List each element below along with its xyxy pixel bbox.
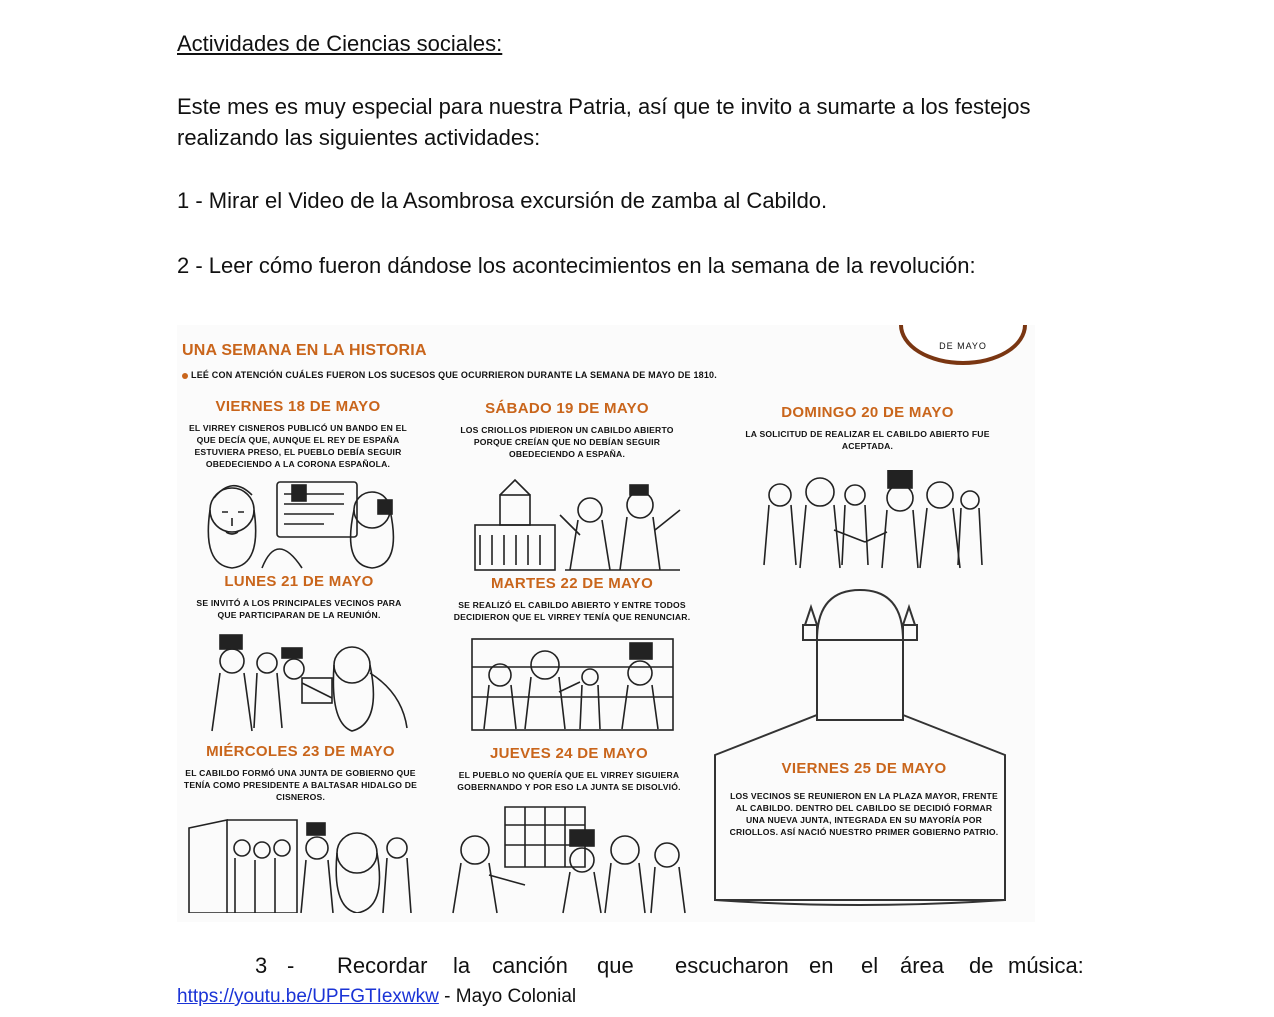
- day-title: MARTES 22 DE MAYO: [490, 575, 654, 592]
- instruction-bold: LEÉ: [191, 370, 210, 380]
- step-2-text: 2 - Leer cómo fueron dándose los acontecimientos en la semana de la revolución:: [177, 253, 976, 278]
- day-miercoles-23: [183, 743, 418, 803]
- step-3-dash: -: [287, 953, 295, 978]
- step-1-text: 1 - Mirar el Video de la Asombrosa excursión de zamba al Cabildo.: [177, 188, 828, 213]
- step-3-word-6: en: [809, 953, 834, 978]
- day-text: EL VIRREY CISNEROS PUBLICÓ UN BANDO EN EL QUE DECÍA QUE, AUNQUE EL REY DE ESPAÑA ESTUVIERA PRESO, EL PUEBLO DEBÍA SEGUIR OBEDECIENDO A LA CORONA ESPAÑOLA.: [189, 423, 407, 469]
- day-martes-22: [452, 575, 692, 623]
- step-3-word-1: Recordar: [337, 953, 428, 978]
- step-3-number: 3: [255, 953, 268, 978]
- step-3-word-4: que: [597, 953, 634, 978]
- step-3-word-8: área: [900, 953, 945, 978]
- step-3-word-2: la: [453, 953, 471, 978]
- invitation-illustration: [202, 633, 417, 733]
- day-text: SE INVITÓ A LOS PRINCIPALES VECINOS PARA QUE PARTICIPARAN DE LA REUNIÓN.: [196, 598, 402, 620]
- day-text: LOS VECINOS SE REUNIERON EN LA PLAZA MAYOR, FRENTE AL CABILDO. DENTRO DEL CABILDO SE DECIDIÓ FORMAR UNA NUEVA JUNTA, INTEGRADA EN SU MAYORÍA POR CRIOLLOS. ASÍ NACIÓ NUESTRO PRIMER GOBIERNO PATRIO.: [729, 791, 999, 837]
- may-badge: [899, 325, 1027, 365]
- intro-line-2: realizando las siguientes actividades:: [177, 125, 541, 150]
- cabildo-building-outline: [705, 585, 1020, 920]
- intro-line-1: Este mes es muy especial para nuestra Patria, así que te invito a sumarte a los festejos: [177, 94, 1031, 119]
- step-3-word-9: de: [969, 953, 994, 978]
- day-title: LUNES 21 DE MAYO: [224, 573, 374, 590]
- step-3-word-10: música:: [1008, 953, 1084, 978]
- viceroy-bando-illustration: [192, 470, 417, 570]
- day-title: JUEVES 24 DE MAYO: [490, 745, 648, 762]
- worksheet-title: UNA SEMANA EN LA HISTORIA: [182, 342, 427, 359]
- day-viernes-18: [182, 398, 414, 470]
- page-heading: Actividades de Ciencias sociales:: [177, 31, 503, 56]
- step-3-word-5: escucharon: [675, 953, 789, 978]
- song-link-row: [177, 985, 576, 1009]
- day-text: LOS CRIOLLOS PIDIERON UN CABILDO ABIERTO PORQUE CREÍAN QUE NO DEBÍAN SEGUIR OBEDECIENDO A ESPAÑA.: [460, 425, 674, 459]
- day-title: DOMINGO 20 DE MAYO: [781, 404, 954, 421]
- step-3-word-3: canción: [492, 953, 568, 978]
- day-text: EL PUEBLO NO QUERÍA QUE EL VIRREY SIGUIERA GOBERNANDO Y POR ESO LA JUNTA SE DISOLVIÓ.: [457, 770, 681, 792]
- junta-formed-illustration: [187, 818, 417, 913]
- song-link[interactable]: https://youtu.be/UPFGTIexwkw: [177, 986, 439, 1007]
- song-title: - Mayo Colonial: [438, 986, 577, 1007]
- day-title: VIERNES 18 DE MAYO: [215, 398, 381, 415]
- bullet-dot-icon: [182, 373, 188, 379]
- open-cabildo-illustration: [470, 637, 675, 732]
- badge-label: DE MAYO: [939, 341, 987, 351]
- step-3-word-7: el: [861, 953, 879, 978]
- history-week-worksheet: [177, 325, 1035, 922]
- day-title: MIÉRCOLES 23 DE MAYO: [206, 743, 395, 760]
- day-title: VIERNES 25 DE MAYO: [781, 760, 947, 777]
- worksheet-instruction: [182, 370, 717, 380]
- day-domingo-20: [745, 404, 990, 452]
- day-title: SÁBADO 19 DE MAYO: [485, 400, 649, 417]
- criollos-cabildo-illustration: [470, 475, 690, 575]
- day-text: SE REALIZÓ EL CABILDO ABIERTO Y ENTRE TODOS DECIDIERON QUE EL VIRREY TENÍA QUE RENUNCIAR.: [453, 600, 691, 622]
- day-lunes-21: [189, 573, 409, 621]
- junta-dissolved-illustration: [445, 805, 690, 915]
- day-text: EL CABILDO FORMÓ UNA JUNTA DE GOBIERNO QUE TENÍA COMO PRESIDENTE A BALTASAR HIDALGO DE CISNEROS.: [183, 768, 418, 802]
- petition-accepted-illustration: [760, 470, 985, 570]
- day-sabado-19: [452, 400, 682, 460]
- day-viernes-25: [729, 760, 999, 838]
- instruction-rest: CON ATENCIÓN CUÁLES FUERON LOS SUCESOS QUE OCURRIERON DURANTE LA SEMANA DE MAYO DE 1810.: [209, 370, 717, 380]
- day-jueves-24: [439, 745, 699, 793]
- day-text: LA SOLICITUD DE REALIZAR EL CABILDO ABIERTO FUE ACEPTADA.: [745, 429, 990, 451]
